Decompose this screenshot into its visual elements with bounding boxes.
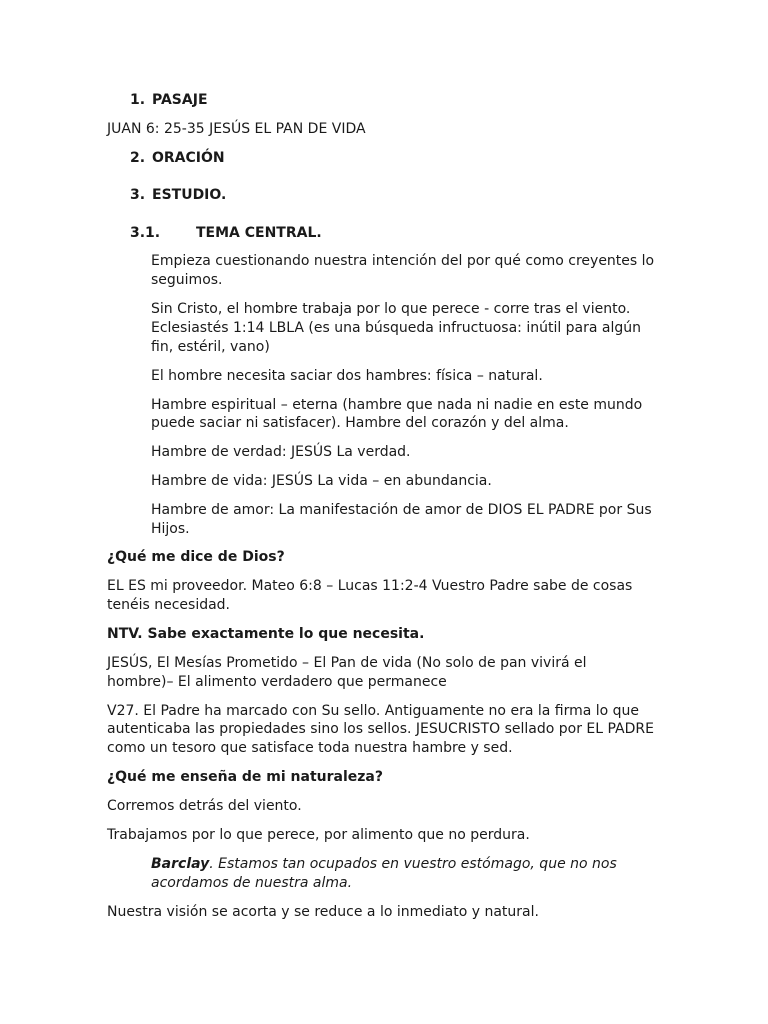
barclay-quote-text: . Estamos tan ocupados en vuestro estómago, que no nos — [209, 856, 617, 872]
paragraph-line: puede saciar ni satisfacer). Hambre del corazón y del alma. — [151, 415, 569, 431]
paragraph-line: seguimos. — [151, 272, 223, 288]
heading-text: PASAJE — [152, 92, 208, 108]
barclay-quote-line: acordamos de nuestra alma. — [151, 875, 353, 891]
paragraph-line: Hijos. — [151, 521, 190, 537]
paragraph-line: Corremos detrás del viento. — [107, 798, 302, 814]
barclay-quote-line — [151, 855, 617, 874]
paragraph-line: Hambre de amor: La manifestación de amor de DIOS EL PADRE por Sus — [151, 502, 652, 518]
heading-number: 2. — [130, 150, 146, 166]
heading-tema-central — [130, 224, 322, 243]
paragraph-line: Empieza cuestionando nuestra intención del por qué como creyentes lo — [151, 253, 655, 269]
heading-text: ORACIÓN — [152, 150, 225, 166]
paragraph-line: Trabajamos por lo que perece, por alimento que no perdura. — [107, 827, 530, 843]
question-heading: ¿Qué me enseña de mi naturaleza? — [107, 769, 383, 785]
passage-reference: JUAN 6: 25-35 JESÚS EL PAN DE VIDA — [107, 121, 366, 137]
paragraph-line: V27. El Padre ha marcado con Su sello. Antiguamente no era la firma lo que — [107, 703, 640, 719]
paragraph-line: Hambre espiritual – eterna (hambre que nada ni nadie en este mundo — [151, 397, 643, 413]
paragraph-line: JESÚS, El Mesías Prometido – El Pan de vida (No solo de pan vivirá el — [107, 655, 587, 671]
heading-text: ESTUDIO. — [152, 187, 227, 203]
heading-pasaje — [130, 91, 208, 110]
heading-number: 1. — [130, 92, 146, 108]
paragraph-line: El hombre necesita saciar dos hambres: física – natural. — [151, 368, 543, 384]
ntv-heading: NTV. Sabe exactamente lo que necesita. — [107, 626, 425, 642]
paragraph-line: como un tesoro que satisface toda nuestra hambre y sed. — [107, 740, 513, 756]
paragraph-line: Eclesiastés 1:14 LBLA (es una búsqueda infructuosa: inútil para algún — [151, 320, 642, 336]
paragraph-line: autenticaba las propiedades sino los sellos. JESUCRISTO sellado por EL PADRE — [107, 721, 654, 737]
heading-number: 3.1. — [130, 225, 161, 241]
paragraph-line: hombre)– El alimento verdadero que permanece — [107, 674, 447, 690]
paragraph-line: Hambre de vida: JESÚS La vida – en abundancia. — [151, 473, 492, 489]
paragraph-line: fin, estéril, vano) — [151, 339, 270, 355]
paragraph-line: tenéis necesidad. — [107, 597, 231, 613]
heading-estudio — [130, 186, 226, 205]
question-heading: ¿Qué me dice de Dios? — [107, 549, 285, 565]
heading-oracion — [130, 149, 225, 168]
heading-number: 3. — [130, 187, 146, 203]
paragraph-line: Nuestra visión se acorta y se reduce a lo inmediato y natural. — [107, 904, 539, 920]
barclay-author: Barclay — [151, 856, 210, 872]
paragraph-line: Hambre de verdad: JESÚS La verdad. — [151, 444, 411, 460]
heading-text: TEMA CENTRAL. — [196, 225, 322, 241]
paragraph-line: Sin Cristo, el hombre trabaja por lo que perece - corre tras el viento. — [151, 301, 631, 317]
paragraph-line: EL ES mi proveedor. Mateo 6:8 – Lucas 11:2-4 Vuestro Padre sabe de cosas — [107, 578, 633, 594]
